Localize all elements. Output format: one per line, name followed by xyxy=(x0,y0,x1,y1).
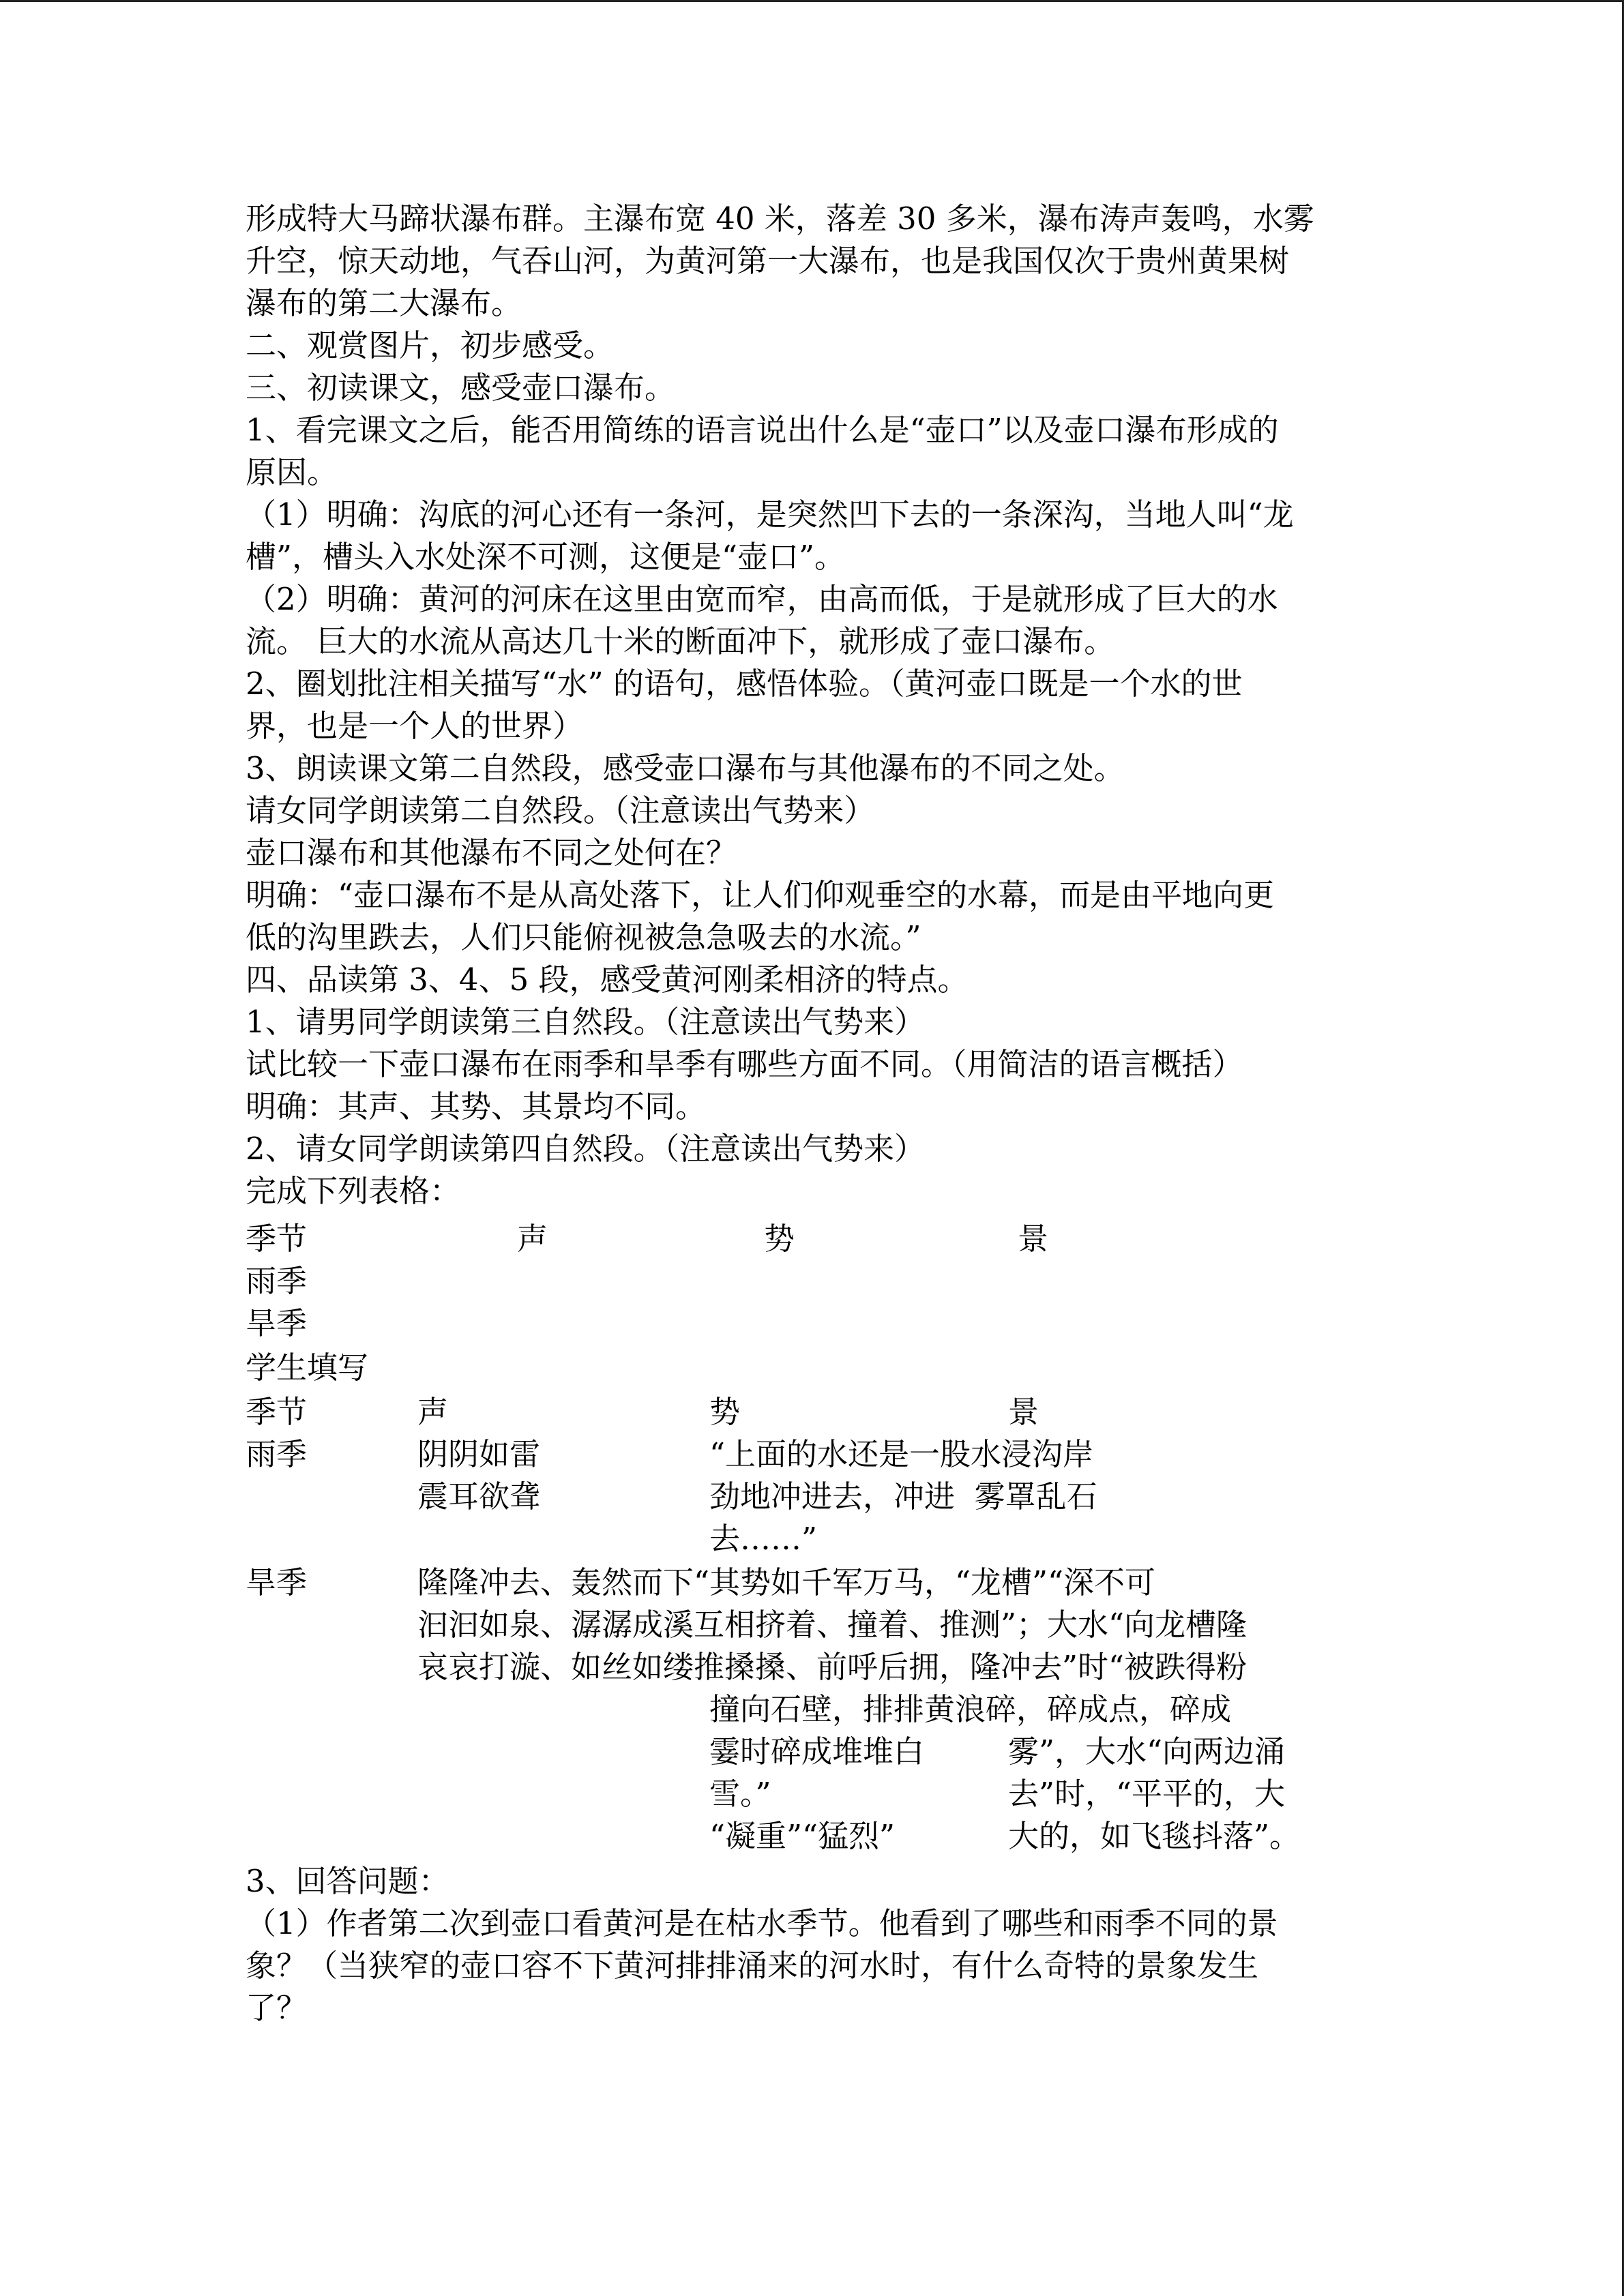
table1-header-sound: 声 xyxy=(517,1221,548,1257)
table1-header-force: 势 xyxy=(764,1221,795,1257)
table2-dry-force: “凝重”“猛烈” xyxy=(709,1818,896,1854)
section-heading: 三、初读课文，感受壶口瀑布。 xyxy=(246,370,676,406)
text-line: 流。 巨大的水流从高达几十米的断面冲下，就形成了壶口瀑布。 xyxy=(246,623,1115,659)
section-heading: 二、观赏图片，初步感受。 xyxy=(246,327,615,363)
text-line: 请女同学朗读第二自然段。（注意读出气势来） xyxy=(246,792,875,829)
table1-header-scene: 景 xyxy=(1018,1221,1049,1257)
section-heading: 四、品读第 3、4、5 段，感受黄河刚柔相济的特点。 xyxy=(246,961,969,998)
text-line: 3、朗读课文第二自然段，感受壶口瀑布与其他瀑布的不同之处。 xyxy=(246,750,1125,786)
text-line: 完成下列表格： xyxy=(246,1173,461,1209)
text-line: 瀑布的第二大瀑布。 xyxy=(246,285,522,321)
text-line: 明确：其声、其势、其景均不同。 xyxy=(246,1088,707,1124)
table1-row-rain: 雨季 xyxy=(246,1263,308,1299)
table2-header-sound: 声 xyxy=(417,1394,449,1430)
text-line: 壶口瀑布和其他瀑布不同之处何在？ xyxy=(246,835,737,871)
table2-dry-force: 霎时碎成堆堆白 xyxy=(709,1733,925,1770)
text-line: 形成特大马蹄状瀑布群。主瀑布宽 40 米，落差 30 多米，瀑布涛声轰鸣，水雾 xyxy=(246,200,1314,237)
table1-header-season: 季节 xyxy=(246,1221,308,1257)
table2-dry-line: 哀哀打漩、如丝如缕推搡搡、前呼后拥，隆冲去”时“被跌得粉 xyxy=(417,1649,1247,1685)
student-fill-label: 学生填写 xyxy=(246,1350,369,1386)
text-line: 象？（当狭窄的壶口容不下黄河排排涌来的河水时，有什么奇特的景象发生 xyxy=(246,1948,1259,1984)
text-line: 低的沟里跌去，人们只能俯视被急急吸去的水流。” xyxy=(246,919,921,955)
text-line: 1、看完课文之后，能否用简练的语言说出什么是“壶口”以及壶口瀑布形成的 xyxy=(246,412,1279,448)
text-line: 3、回答问题： xyxy=(246,1863,449,1899)
text-line: （1）作者第二次到壶口看黄河是在枯水季节。他看到了哪些和雨季不同的景 xyxy=(246,1905,1278,1941)
text-line: 2、圈划批注相关描写“水” 的语句，感悟体验。（黄河壶口既是一个水的世 xyxy=(246,666,1243,702)
table2-rain-sound: 震耳欲聋 xyxy=(417,1478,541,1515)
text-line: 2、请女同学朗读第四自然段。（注意读出气势来） xyxy=(246,1131,926,1167)
table2-dry-force: 撞向石壁，排排黄浪碎，碎成点，碎成 xyxy=(709,1691,1232,1727)
text-line: 升空，惊天动地，气吞山河，为黄河第一大瀑布，也是我国仅次于贵州黄果树 xyxy=(246,243,1290,279)
table2-header-scene: 景 xyxy=(1008,1394,1039,1430)
table1-row-dry: 旱季 xyxy=(246,1305,308,1341)
text-line: 明确：“壶口瀑布不是从高处落下，让人们仰观垂空的水幕，而是由平地向更 xyxy=(246,877,1275,913)
table2-dry-season: 旱季 xyxy=(246,1564,308,1600)
text-line: 槽”，槽头入水处深不可测，这便是“壶口”。 xyxy=(246,539,846,575)
text-line: 试比较一下壶口瀑布在雨季和旱季有哪些方面不同。（用简洁的语言概括） xyxy=(246,1046,1243,1082)
table2-rain-force-scene: 去……” xyxy=(709,1521,818,1557)
table2-header-season: 季节 xyxy=(246,1394,308,1430)
table2-dry-scene: 去”时，“平平的，大 xyxy=(1008,1776,1286,1812)
text-line: （1）明确：沟底的河心还有一条河，是突然凹下去的一条深沟，当地人叫“龙 xyxy=(246,496,1294,533)
text-line: 界，也是一个人的世界） xyxy=(246,708,584,744)
table2-header-force: 势 xyxy=(709,1394,741,1430)
table2-rain-force-scene: 劲地冲进去，冲进 雾罩乱石 xyxy=(709,1478,1097,1515)
text-line: （2）明确：黄河的河床在这里由宽而窄，由高而低，于是就形成了巨大的水 xyxy=(246,581,1278,617)
table2-dry-line: 汩汩如泉、潺潺成溪互相挤着、撞着、推测”；大水“向龙槽隆 xyxy=(417,1607,1247,1643)
table2-rain-season: 雨季 xyxy=(246,1436,308,1472)
table2-dry-line: 隆隆冲去、轰然而下“其势如千军万马，“龙槽”“深不可 xyxy=(417,1564,1156,1600)
text-line: 原因。 xyxy=(246,454,338,490)
table2-dry-force: 雪。” xyxy=(709,1776,771,1812)
table2-rain-force-scene: “上面的水还是一股水浸沟岸 xyxy=(709,1436,1094,1472)
text-line: 了？ xyxy=(246,1990,308,2026)
top-border-line xyxy=(0,0,1624,2)
text-line: 1、请男同学朗读第三自然段。（注意读出气势来） xyxy=(246,1004,926,1040)
table2-rain-sound: 阴阴如雷 xyxy=(417,1436,541,1472)
table2-dry-scene: 大的，如飞毯抖落”。 xyxy=(1008,1818,1301,1854)
table2-dry-scene: 雾”，大水“向两边涌 xyxy=(1008,1733,1286,1770)
